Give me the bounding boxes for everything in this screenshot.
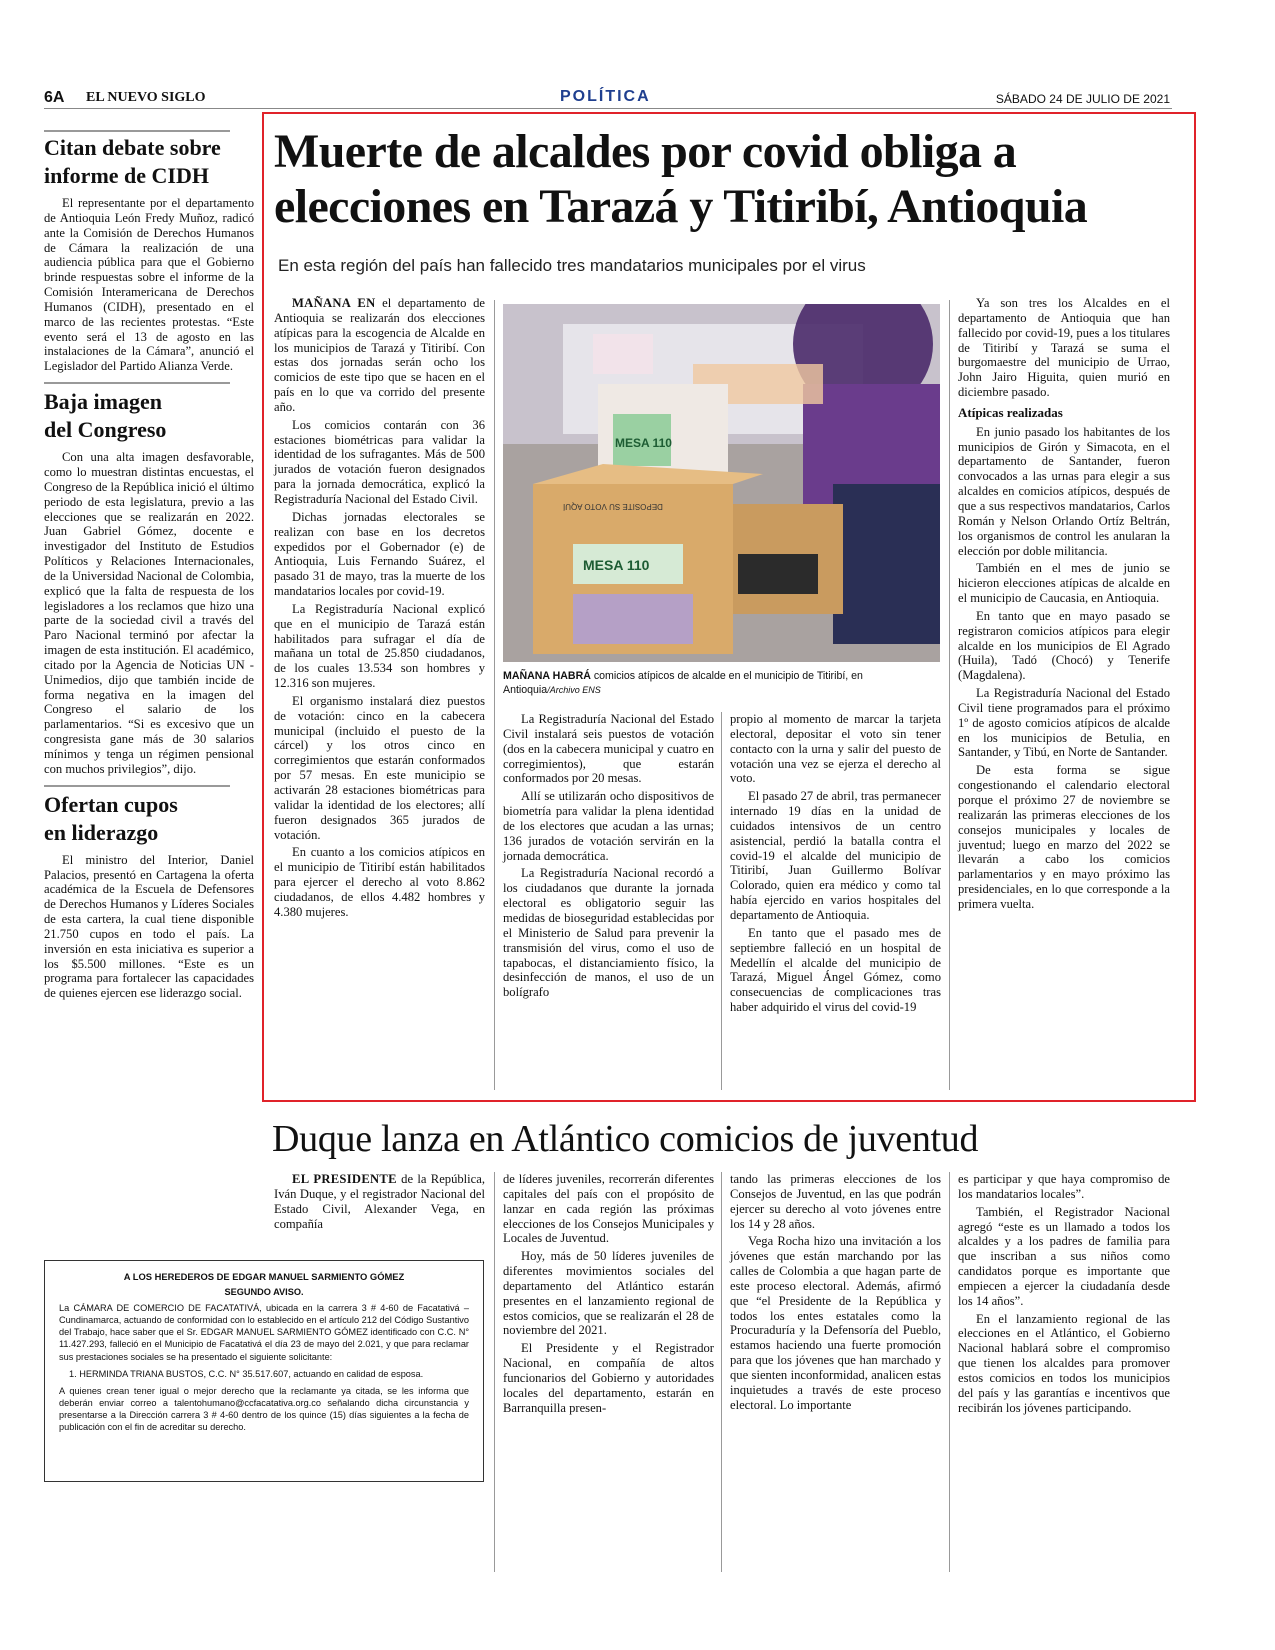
column-divider — [949, 300, 950, 1090]
second-column-1: EL PRESIDENTE de la República, Iván Duque, y el registrador Nacional del Estado Civil, Alexander Vega, en compañía — [274, 1172, 485, 1231]
second-column-2: de líderes juveniles, recorrerán diferentes capitales del país con el propósito de lanzar en cada región las próximas elecciones de los Consejos Municipales y Locales de Juventud. Hoy, más de 50 líderes juveniles de diferentes movimientos sociales del departamento del Atlántico estarán presentes en el lanzamiento regional de estos comicios, que se realizarán el 28 de noviembre del 2021. El Presidente y el Registrador Nacional, en compañía de altos funcionarios del Gobierno y autoridades locales del departamento, estarán en Barranquilla presen- — [503, 1172, 714, 1415]
notice-subtitle: SEGUNDO AVISO. — [224, 1287, 304, 1298]
column-divider — [494, 1172, 495, 1572]
legal-notice — [44, 1260, 484, 1482]
second-column-4: es participar y que haya compromiso de los mandatarios locales”. También, el Registrador Nacional agregó “este es un llamado a todos los alcaldes y a los padres de familia para que inscriban a sus niños como candidatos porque es importante que empiecen a ejercer la ciudadanía desde los 14 años”. En el lanzamiento regional de las elecciones en el Atlántico, el Gobierno Nacional hablará sobre el compromiso que tienen los alcaldes para promover estos comicios en todos los municipios del país y las garantías e incentivos que recibirán los jóvenes participando. — [958, 1172, 1170, 1415]
masthead-rule — [44, 108, 1172, 109]
main-column-2: La Registraduría Nacional del Estado Civil instalará seis puestos de votación (dos en la cabecera municipal y cuatro en corregimientos), que estarán conformados por 20 mesas. Allí se utilizarán ocho dispositivos de biometría para validar la plena identidad de los electores que acudan a las urnas; 136 jurados de votación servirán en la jornada democrática. La Registraduría Nacional recordó a los ciudadanos que durante la jornada electoral es obligatorio seguir las medidas de bioseguridad establecidas por el Ministerio de Salud para prevenir la transmisión del virus, como el uso de tapabocas, el distanciamiento físico, la desinfección de manos, el uso de un bolígrafo — [503, 712, 714, 1000]
column-divider — [721, 712, 722, 1090]
notice-body: La CÁMARA DE COMERCIO DE FACATATIVÁ, ubicada en la carrera 3 # 4-60 de Facatativá – Cundinamarca, actuando de conformidad con lo establecido en el artículo 212 del Código Sustantivo del Trabajo, hace saber que el Sr. EDGAR MANUEL SARMIENTO GÓMEZ identificado con C.C. N° 11.427.293, falleció en el Municipio de Facatativá el día 23 de mayo del 2.021, y que para reclamar sus prestaciones sociales se ha presentado el siguiente solicitante: — [59, 1303, 469, 1362]
brief-body: Con una alta imagen desfavorable, como lo muestran distintas encuestas, el Congreso de la República inició el último periodo de esta legislatura, previo a las elecciones que se realizarán en 2022. Juan Gabriel Gómez, docente e investigador del Instituto de Estudios Políticos y Relaciones Internacionales, de la Universidad Nacional de Colombia, explicó que la falta de respuesta de los legisladores a los reclamos que hizo una parte de la sociedad civil a través del Paro Nacional terminó por afectar la imagen de esta institución. El académico, citado por la Agencia de Noticias UN - Unimedios, dijo que también incide de forma negativa en la imagen del Congreso el salario de los parlamentarios. “Si es excesivo que un congresista gane más de 30 salarios mínimos y tenga un régimen pensional con muchos privilegios”, dijo. — [44, 450, 254, 776]
brief-body: El representante por el departamento de Antioquia León Fredy Muñoz, radicó ante la Comisión de Derechos Humanos de Cámara la realización de una audiencia pública para que el Gobierno brinde respuestas sobre el informe de la Comisión Interamericana de Derechos Humanos (CIDH), presentado en el marco de las recientes protestas. “Este evento será el 13 de agosto en las instalaciones de la Cámara”, anunció el Legislador del Partido Alianza Verde. — [44, 196, 254, 374]
issue-date: SÁBADO 24 DE JULIO DE 2021 — [995, 92, 1170, 106]
brief-body: El ministro del Interior, Daniel Palacios, presentó en Cartagena la oferta académica de la Escuela de Defensores de Derechos Humanos y Líderes Sociales de esta cartera, la cual tiene disponible 21.750 cupos en todo el país. La inversión en esta iniciativa es superior a los $5.500 millones. “Este es un programa para fortalecer las capacidades de quienes ejercen ese liderazgo social. — [44, 852, 254, 1001]
second-column-3: tando las primeras elecciones de los Consejos de Juventud, en las que podrán ejercer su derecho al voto jóvenes entre los 14 y 28 años. Vega Rocha hizo una invitación a los jóvenes que están marchando por las calles de Colombia a que hagan parte de este proceso electoral. Además, afirmó que “el Presidente de la República y todos los entes estatales como la Procuraduría y la Defensoría del Pueblo, estamos haciendo una fuerte promoción para que los jóvenes que han marchado y que sienten inconformidad, analicen estas inquietudes a través de este proceso electoral. Lo importante — [730, 1172, 941, 1412]
ballot-box-label: MESA 110 — [615, 436, 672, 450]
ballot-scene-illustration — [503, 304, 940, 662]
ballot-photo — [503, 304, 940, 662]
column-divider — [494, 300, 495, 1090]
newspaper-name: EL NUEVO SIGLO — [86, 90, 206, 105]
main-subhead: Atípicas realizadas — [958, 404, 1063, 420]
brief-title: Ofertan cupos en liderazgo — [44, 791, 178, 845]
sidebar — [44, 134, 254, 1004]
ballot-box-label: DEPOSITE SU VOTO AQUÍ — [563, 502, 663, 511]
column-divider — [721, 1172, 722, 1572]
column-divider — [949, 1172, 950, 1572]
lead-words: MAÑANA EN — [292, 296, 376, 310]
main-column-4: Ya son tres los Alcaldes en el departamento de Antioquia que han fallecido por covid-19, pues a los titulares de Titiribí y Tarazá se suma el burgomaestre del municipio de Urrao, John Jairo Higuita, quien murió en diciembre pasado. Atípicas realizadas En junio pasado los habitantes de los municipios de Girón y Simacota, en el departamento de Santander, fueron convocados a las urnas para elegir a sus alcaldes en comicios atípicos, después de que a sus respectivos mandatarios, Carlos Román y Nelson Orlando Ortíz Beltrán, los organismos de control les anularan la elección por doble militancia. También en el mes de junio se hicieron elecciones atípicas de alcalde en el municipio de Caucasia, en Antioquia. En tanto que en mayo pasado se registraron comicios atípicos para elegir alcalde en los municipios de El Agrado (Huila), Tadó (Chocó) y Tenerife (Magdalena). La Registraduría Nacional del Estado Civil tiene programados para el próximo 1º de agosto comicios atípicos de alcalde en los municipios de Betulia, en Santander, y Tibú, en Norte de Santander. De esta forma se sigue congestionando el calendario electoral porque el próximo 27 de noviembre se realizarán las primeras elecciones de los consejos municipales y locales de juventud; luego en marzo del 2022 se llevarán a cabo los comicios parlamentarios y en mayo próximo las presidenciales, en lo que corresponde a la primera vuelta. — [958, 296, 1170, 911]
sidebar-rule — [44, 785, 230, 787]
main-subtitle: En esta región del país han fallecido tres mandatarios municipales por el virus — [278, 256, 866, 275]
sidebar-rule — [44, 130, 230, 132]
ballot-box-label: MESA 110 — [583, 557, 650, 573]
brief-title: Citan debate sobre informe de CIDH — [44, 135, 221, 188]
notice-claimant: 1. HERMINDA TRIANA BUSTOS, C.C. N° 35.517.607, actuando en calidad de esposa. — [69, 1368, 424, 1379]
second-headline: Duque lanza en Atlántico comicios de juventud — [272, 1118, 979, 1160]
photo-caption: MAÑANA HABRÁ comicios atípicos de alcalde en el municipio de Titiribí, en Antioquia/Archivo ENS — [503, 670, 863, 696]
notice-footer: A quienes crean tener igual o mejor derecho que la reclamante ya citada, se les informa que deberán enviar correo a talentohumano@ccfacatativa.org.co señalando dicha circunstancia y presentarse a la Dirección carrera 3 # 4-60 dentro de los quince (15) días siguientes a la fecha de publicación con el fin de acreditar su derecho. — [59, 1385, 469, 1433]
page-number: 6A — [44, 89, 65, 106]
brief-title: Baja imagen del Congreso — [44, 389, 167, 443]
main-headline: Muerte de alcaldes por covid obliga a elecciones en Tarazá y Titiribí, Antioquia — [274, 125, 1088, 233]
section-name: POLÍTICA — [560, 88, 651, 105]
notice-title: A LOS HEREDEROS DE EDGAR MANUEL SARMIENTO GÓMEZ — [123, 1271, 405, 1282]
sidebar-rule — [44, 382, 230, 384]
main-column-3: propio al momento de marcar la tarjeta electoral, depositar el voto sin tener contacto con la urna y salir del puesto de votación una vez se ejerza el derecho al voto. El pasado 27 de abril, tras permanecer internado 19 días en la unidad de cuidados intensivos de un centro asistencial, perdió la batalla contra el covid-19 el alcalde del municipio de Titiribí, Juan Guillermo Bolívar Colorado, quien era médico y como tal había ejercido en varios hospitales del departamento de Antioquia. En tanto que el pasado mes de septiembre falleció en un hospital de Medellín el alcalde del municipio de Tarazá, Miguel Ángel Gómez, como consecuencias de complicaciones tras haber adquirido el virus del covid-19 — [730, 712, 941, 1015]
main-column-1: MAÑANA EN el departamento de Antioquia se realizarán dos elecciones atípicas para la escogencia de Alcalde en los municipios de Tarazá y Titiribí. Con estas dos jornadas serán ocho los comicios de este tipo que se hacen en el país en lo que va corrido del presente año. Los comicios contarán con 36 estaciones biométricas para validar la identidad de los sufragantes. Más de 500 jurados de votación fueron designados para la jornada democrática, explicó la Registraduría Nacional del Estado Civil. Dichas jornadas electorales se realizan con base en los decretos expedidos por el Gobernador (e) de Antioquia, Luis Fernando Suárez, el pasado 31 de mayo, tras la muerte de los mandatarios locales por covid-19. La Registraduría Nacional explicó que en el municipio de Tarazá están habilitados para sufragar el día de mañana un total de 25.850 ciudadanos, de los cuales 13.534 son hombres y 12.316 son mujeres. El organismo instalará diez puestos de votación: cinco en la cabecera municipal (incluido el puesto de la cárcel) y los otros cinco en corregimientos que estarán conformados por 57 mesas. En este municipio se activarán 28 estaciones biométricas para validar la identidad de los electores; allí fueron designados 365 jurados de votación. En cuanto a los comicios atípicos en el municipio de Titiribí están habilitados para ejercer el derecho al voto 8.862 ciudadanos, de ellos 4.482 hombres y 4.380 mujeres. — [274, 296, 485, 919]
lead-words: EL PRESIDENTE — [292, 1172, 397, 1186]
